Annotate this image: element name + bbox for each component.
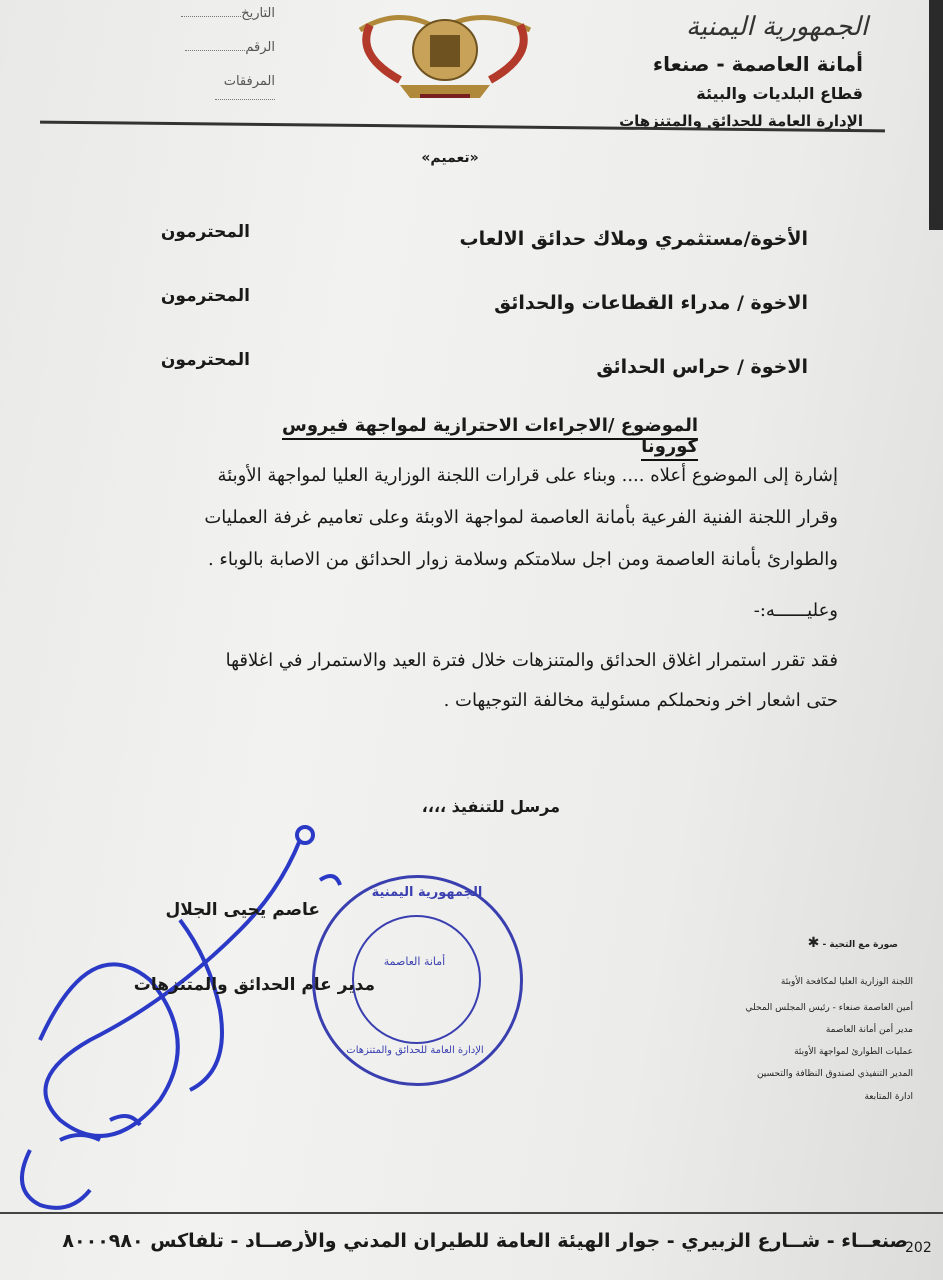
cc-item: ادارة المتابعة [864,1092,913,1102]
stamp-bottom-text: الإدارة العامة للحدائق والمتنزهات [346,1045,484,1056]
attachments-field [165,74,275,104]
date-label: التاريخ [241,6,275,21]
signatory-title: مدير عام الحدائق والمتنزهات [133,975,375,995]
signatory-name: عاصم يحيى الجلال [165,900,320,920]
stamp-outer-text: الجمهورية اليمنية [371,885,483,900]
body-para1-line3: والطوارئ بأمانة العاصمة ومن اجل سلامتكم وسلامة زوار الحدائق من الاصابة بالوباء . [207,549,838,570]
honorific-2: المحترمون [160,286,250,306]
therefore-line: وعليــــــه:- [753,600,838,621]
cc-item: مدير أمن أمانة العاصمة [825,1025,913,1035]
closing-line: مرسل للتنفيذ ،،،، [421,797,560,816]
cc-item: أمين العاصمة صنعاء - رئيس المجلس المحلي [745,1003,913,1013]
addressee-1: الأخوة/مستثمري وملاك حدائق الالعاب [459,228,808,250]
honorific-3: المحترمون [160,350,250,370]
org-department: الإدارة العامة للحدائق والمتنزهات [619,112,863,130]
org-country: الجمهورية اليمنية [685,12,868,42]
addressee-2: الاخوة / مدراء القطاعات والحدائق [494,292,808,314]
attachments-label: المرفقات [223,74,275,89]
photo-edge-shadow [929,0,943,230]
subject-line: الموضوع /الاجراءات الاحترازية لمواجهة فيروس كورونا [282,415,698,461]
yemen-emblem-logo [340,0,550,105]
cc-item: المدير التنفيذي لصندوق النظافة والتحسين [756,1069,913,1079]
subject-wrap [258,415,698,457]
stamp-inner-text: أمانة العاصمة [383,955,446,968]
circular-label: «تعميم» [421,150,479,166]
footer-divider [0,1212,943,1214]
cc-item: اللجنة الوزارية العليا لمكافحة الأوبئة [780,977,913,987]
date-field [165,6,275,21]
body-para2-line2: حتى اشعار اخر ونحملكم مسئولية مخالفة التوجيهات . [443,690,838,711]
org-municipality: أمانة العاصمة - صنعاء [652,52,863,76]
asterisk-icon: ✱ [807,935,820,951]
body-para1-line2: وقرار اللجنة الفنية الفرعية بأمانة العاصمة لمواجهة الاوبئة وعلى تعاميم غرفة العمليات [204,507,838,528]
honorific-1: المحترمون [160,222,250,242]
cc-item: عمليات الطوارئ لمواجهة الأوبئة [794,1047,913,1057]
org-sector: قطاع البلديات والبيئة [696,84,863,103]
footer-address: صنعــاء - شــارع الزبيري - جوار الهيئة العامة للطيران المدني والأرصــاد - تلفاكس ٨٠٠٠٩٨٠ [62,1230,908,1252]
body-para1-line1: إشارة إلى الموضوع أعلاه .... وبناء على قرارات اللجنة الوزارية العليا لمواجهة الأوبئة [217,465,838,486]
ref-field [165,40,275,55]
ref-label: الرقم [245,40,275,55]
handwritten-signature [0,810,380,1230]
cc-heading-text: صورة مع التحية - [822,940,898,950]
body-para2-line1: فقد تقرر استمرار اغلاق الحدائق والمتنزهات خلال فترة العيد والاستمرار في اغلاقها [225,650,838,671]
footer-year: 202 [905,1240,932,1256]
cc-heading [748,935,898,951]
addressee-3: الاخوة / حراس الحدائق [596,356,808,378]
